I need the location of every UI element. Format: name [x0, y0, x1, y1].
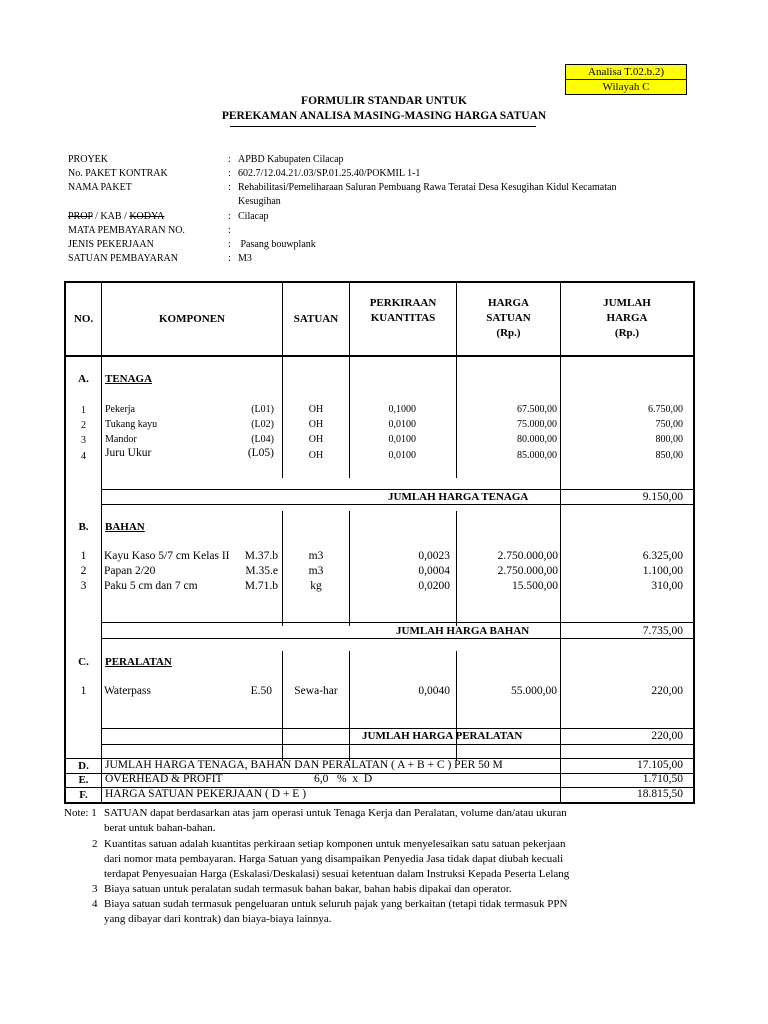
row-code: M.71.b	[244, 580, 278, 592]
info-label-jenis: JENIS PEKERJAAN	[68, 239, 154, 250]
note-2-line-3: terdapat Penyesuaian Harga (Eskalasi/Deskalasi) sesuai ketentuan dalam Instruksi Kepada Peserta Lelang	[104, 868, 570, 880]
row-code: M.35.e	[245, 565, 278, 577]
sum-tenaga-bottom	[101, 504, 695, 505]
row-total: 6.325,00	[642, 550, 683, 562]
note-prefix: Note: 1	[64, 807, 97, 819]
row-qty: 0,0100	[388, 434, 416, 445]
note-3-line-1: Biaya satuan untuk peralatan sudah termasuk bahan bakar, bahan habis dipakai dan operator.	[104, 883, 512, 895]
row-price: 15.500,00	[512, 580, 558, 592]
info-value-kontrak: 602.7/12.04.21/.03/SP.01.25.40/POKMIL 1-1	[238, 168, 421, 179]
header-harga-satuan: SATUAN	[486, 312, 531, 324]
note-1-line-2: berat untuk bahan-bahan.	[104, 822, 216, 834]
row-total: 750,00	[655, 419, 683, 430]
row-unit: kg	[310, 580, 322, 592]
row-name: Juru Ukur	[105, 447, 152, 459]
sum-bahan-value: 7.735,00	[642, 625, 683, 637]
row-name: Papan 2/20	[104, 565, 156, 577]
col-line-5	[560, 281, 561, 802]
header-jumlah: JUMLAH	[603, 297, 651, 309]
info-label-kontrak: No. PAKET KONTRAK	[68, 168, 168, 179]
row-qty: 0,0100	[388, 450, 416, 461]
row-d-no: D.	[78, 760, 89, 772]
header-kuantitas: KUANTITAS	[370, 312, 436, 324]
note-1-line-1: SATUAN dapat berdasarkan atas jam operasi untuk Tenaga Kerja dan Peralatan, volume dan/atau ukuran	[104, 807, 567, 819]
note-2-number: 2	[92, 838, 98, 850]
note-3-number: 3	[92, 883, 98, 895]
row-total: 800,00	[655, 434, 683, 445]
row-no: 3	[80, 580, 87, 592]
row-total: 850,00	[655, 450, 683, 461]
row-f-label: HARGA SATUAN PEKERJAAN ( D + E )	[105, 788, 307, 800]
info-value-lokasi: Cilacap	[238, 211, 269, 222]
label-kab: / KAB /	[92, 211, 130, 222]
row-no: 2	[80, 565, 87, 577]
row-no: 1	[80, 685, 87, 697]
row-d-value: 17.105,00	[637, 759, 683, 771]
section-b-title: BAHAN	[105, 521, 145, 533]
section-a-title: TENAGA	[105, 373, 153, 385]
header-no: NO.	[73, 313, 94, 325]
row-price: 85.000,00	[517, 450, 557, 461]
sum-alat-value: 220,00	[651, 730, 683, 742]
row-code: (L02)	[251, 419, 274, 430]
title-underline	[230, 126, 536, 127]
info-label-nama: NAMA PAKET	[68, 182, 132, 193]
note-4-line-2: yang dibayar dari kontrak) dan biaya-biaya lainnya.	[104, 913, 332, 925]
label-prop: PROP	[68, 211, 93, 222]
region-label: Wilayah C	[602, 81, 650, 93]
row-price: 2.750.000,00	[497, 565, 558, 577]
row-total: 310,00	[651, 580, 683, 592]
table-border-left	[64, 281, 66, 804]
row-no: 1	[81, 405, 86, 416]
row-qty: 0,0100	[388, 419, 416, 430]
row-qty: 0,0023	[418, 550, 450, 562]
row-name: Mandor	[105, 434, 137, 445]
row-name: Waterpass	[104, 685, 151, 697]
row-e-percentage: 6,0 % x D	[314, 773, 373, 785]
row-e-value: 1.710,50	[642, 773, 683, 785]
header-perkiraan: PERKIRAAN	[369, 297, 437, 309]
header-rule	[64, 355, 695, 357]
note-2-line-2: dari nomor mata pembayaran. Harga Satuan yang disampaikan Penyedia Jasa tidak dapat diubah kecuali	[104, 853, 564, 865]
info-value-proyek: APBD Kabupaten Cilacap	[238, 154, 344, 165]
header-jumlah-rp: (Rp.)	[614, 327, 640, 339]
row-code: E.50	[250, 685, 272, 697]
row-no: 1	[80, 550, 87, 562]
row-unit: OH	[308, 450, 324, 461]
form-subtitle: PEREKAMAN ANALISA MASING-MASING HARGA SATUAN	[221, 110, 547, 122]
col-line-1	[101, 281, 102, 802]
info-colon: :	[228, 239, 231, 250]
info-colon: :	[228, 182, 231, 193]
analysis-code: Analisa T.02.b.2)	[566, 65, 686, 80]
section-c-no: C.	[78, 656, 89, 668]
row-name: Paku 5 cm dan 7 cm	[104, 580, 198, 592]
note-2-line-1: Kuantitas satuan adalah kuantitas perkiraan setiap komponen untuk menyelesaikan satu satuan pekerjaan	[104, 838, 566, 850]
row-qty: 0,0200	[418, 580, 450, 592]
section-c-title: PERALATAN	[105, 656, 172, 668]
row-name: Pekerja	[105, 404, 135, 415]
row-e-no: E.	[78, 774, 89, 786]
header-satuan: SATUAN	[293, 313, 339, 325]
section-a-no: A.	[78, 373, 89, 385]
sum-tenaga-top	[101, 489, 695, 490]
row-price: 67.500,00	[517, 404, 557, 415]
col-line-4	[456, 281, 457, 478]
row-code: (L01)	[251, 404, 274, 415]
form-title: FORMULIR STANDAR UNTUK	[301, 95, 467, 107]
row-code: (L04)	[251, 434, 274, 445]
sum-tenaga-label: JUMLAH HARGA TENAGA	[388, 491, 529, 503]
analysis-table	[64, 281, 695, 804]
info-value-jenis: Pasang bouwplank	[238, 239, 316, 250]
row-total: 6.750,00	[648, 404, 683, 415]
row-qty: 0,0040	[418, 685, 450, 697]
info-colon: :	[228, 253, 231, 264]
col-line-2	[282, 281, 283, 478]
header-harga: HARGA	[488, 297, 529, 309]
sum-alat-top	[101, 728, 695, 729]
row-no: 3	[81, 435, 86, 446]
row-unit: OH	[308, 419, 324, 430]
table-border-bottom	[64, 802, 695, 804]
row-price: 80.000,00	[517, 434, 557, 445]
header-harga-rp: (Rp.)	[496, 327, 521, 339]
info-colon: :	[228, 168, 231, 179]
info-value-nama: Rehabilitasi/Pemeliharaan Saluran Pembuang Rawa Teratai Desa Kesugihan Kidul Kecamatan	[238, 182, 617, 193]
row-f-value: 18.815,50	[637, 788, 683, 800]
row-price: 75.000,00	[517, 419, 557, 430]
row-unit: OH	[308, 404, 324, 415]
row-price: 2.750.000,00	[497, 550, 558, 562]
section-b-no: B.	[78, 521, 89, 533]
info-colon: :	[228, 211, 231, 222]
note-4-number: 4	[92, 898, 98, 910]
info-label-mata: MATA PEMBAYARAN NO.	[68, 225, 185, 236]
row-name: Tukang kayu	[105, 419, 158, 430]
row-name: Kayu Kaso 5/7 cm Kelas II	[104, 550, 230, 562]
table-border-right	[693, 281, 695, 804]
info-value-nama-cont: Kesugihan	[238, 196, 281, 207]
row-unit: m3	[308, 550, 324, 562]
row-unit: Sewa-har	[294, 685, 338, 697]
analysis-code-box	[565, 64, 687, 95]
sum-tenaga-value: 9.150,00	[642, 491, 683, 503]
row-total: 1.100,00	[642, 565, 683, 577]
info-label-satuan: SATUAN PEMBAYARAN	[68, 253, 178, 264]
row-code: M.37.b	[244, 550, 278, 562]
info-colon: :	[228, 225, 231, 236]
info-label-lokasi	[68, 211, 164, 222]
row-d-label: JUMLAH HARGA TENAGA, BAHAN DAN PERALATAN ( A + B + C ) PER 50 M	[105, 759, 503, 771]
row-f-no: F.	[79, 789, 88, 801]
info-value-satuan: M3	[238, 253, 252, 264]
sum-bahan-label: JUMLAH HARGA BAHAN	[396, 625, 530, 637]
sum-alat-bottom	[101, 744, 695, 745]
header-jumlah-harga: HARGA	[606, 312, 648, 324]
header-komponen: KOMPONEN	[159, 313, 225, 325]
note-4-line-1: Biaya satuan sudah termasuk pengeluaran untuk seluruh pajak yang berkaitan (tetapi tidak termasuk PPN	[104, 898, 568, 910]
sum-bahan-top	[101, 622, 695, 623]
row-no: 4	[81, 451, 86, 462]
sum-alat-label: JUMLAH HARGA PERALATAN	[362, 730, 523, 742]
row-e-label: OVERHEAD & PROFIT	[105, 773, 223, 785]
row-unit: m3	[308, 565, 324, 577]
table-border-top	[64, 281, 695, 283]
row-qty: 0,0004	[418, 565, 450, 577]
info-label-proyek: PROYEK	[68, 154, 109, 165]
sum-bahan-bottom	[101, 638, 695, 639]
info-colon: :	[228, 154, 231, 165]
row-unit: OH	[308, 434, 324, 445]
label-kodya: KODYA	[129, 211, 165, 222]
col-line-3	[349, 281, 350, 478]
row-total: 220,00	[651, 685, 683, 697]
row-price: 55.000,00	[511, 685, 557, 697]
row-no: 2	[81, 420, 86, 431]
row-code: (L05)	[247, 447, 274, 459]
row-qty: 0,1000	[388, 404, 416, 415]
